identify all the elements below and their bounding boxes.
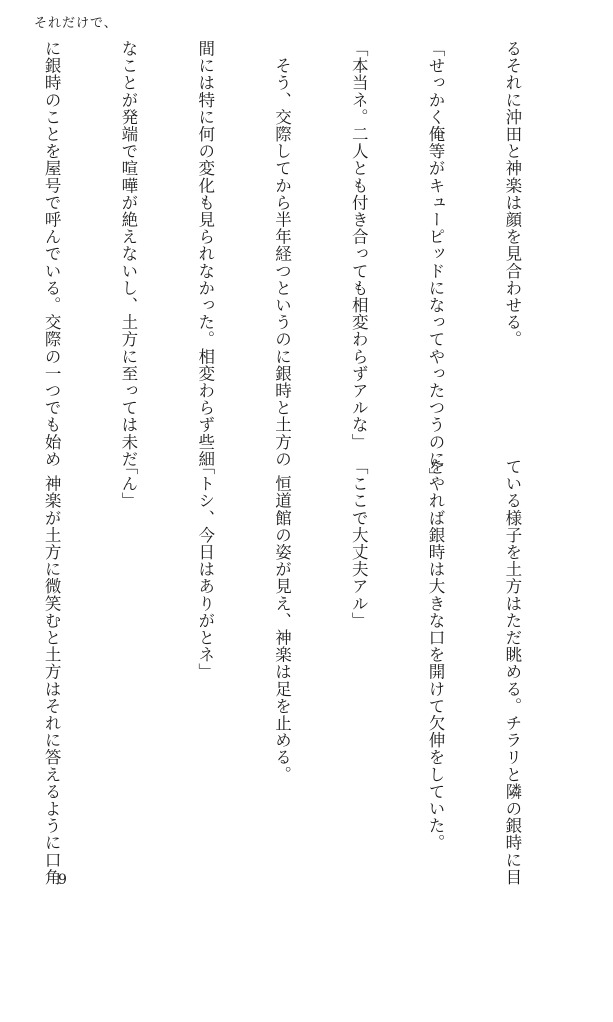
text-line: をやれば銀時は大きな口を開けて欠伸をしていた。 <box>426 458 446 852</box>
text-line: 「本当ネ。二人とも付き合っても相変わらずアルな」 <box>349 40 369 451</box>
text-line: そう、交際してから半年経つというのに銀時と土方の <box>272 40 292 468</box>
text-line: 神楽が土方に微笑むと土方はそれに答えるように口角 <box>42 458 62 886</box>
text-line: 間には特に何の変化も見られなかった。相変わらず些細 <box>195 40 215 468</box>
text-line: 恒道館の姿が見え、神楽は足を止める。 <box>272 458 292 783</box>
text-line: 「トシ、今日はありがとネ」 <box>195 458 215 681</box>
text-block-top <box>0 40 576 485</box>
running-head: それだけで、 <box>34 16 118 31</box>
text-line: に銀時のことを屋号で呼んでいる。交際の一つでも始め <box>42 40 62 468</box>
text-line: なことが発端で喧嘩が絶えないし、土方に至っては未だ <box>118 40 138 468</box>
text-line: 「ん」 <box>118 458 138 510</box>
text-block-bottom <box>0 458 576 886</box>
text-line: るそれに沖田と神楽は顔を見合わせる。 <box>502 40 522 348</box>
text-line: 「ここで大丈夫アル」 <box>349 458 369 629</box>
text-line: ている様子を土方はただ眺める。チラリと隣の銀時に目 <box>502 458 522 886</box>
text-line: 「せっかく俺等がキューピッドになってやったつうのに」 <box>426 40 446 485</box>
page-number: 9 <box>58 872 67 888</box>
